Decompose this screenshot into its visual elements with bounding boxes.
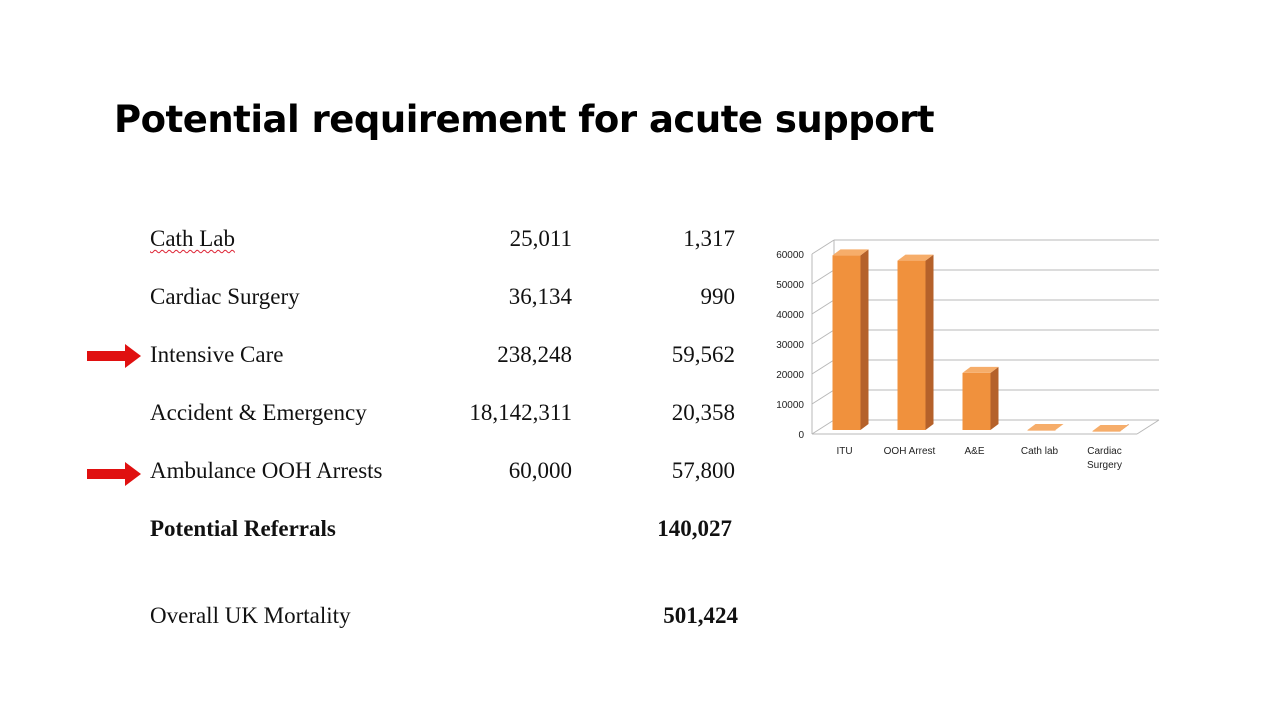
bar-side <box>926 255 934 430</box>
table-row <box>0 226 760 256</box>
x-tick-label: A&E <box>964 446 985 457</box>
red-arrow-icon <box>87 344 141 368</box>
row-value-2: 59,562 <box>671 342 735 367</box>
gridline-side <box>812 300 834 314</box>
gridline-side <box>812 240 834 254</box>
bar-top <box>1028 424 1064 430</box>
x-tick-label: ITU <box>836 446 853 457</box>
x-tick-label: Cardiac <box>1087 446 1122 457</box>
total-label: Potential Referrals <box>150 516 336 541</box>
row-label: Intensive Care <box>150 342 284 367</box>
gridline-side <box>812 420 834 434</box>
row-value-1: 60,000 <box>508 458 572 483</box>
floor-right-edge <box>1137 420 1159 434</box>
bar-chart <box>760 228 1190 488</box>
bar-top <box>1093 425 1129 431</box>
y-tick-label: 30000 <box>776 340 804 351</box>
mortality-row <box>0 603 760 633</box>
y-tick-label: 0 <box>798 430 804 441</box>
row-value-2: 1,317 <box>683 226 735 251</box>
bar <box>1093 431 1121 432</box>
table-row <box>0 284 760 314</box>
row-value-2: 20,358 <box>671 400 735 425</box>
x-tick-label: OOH Arrest <box>883 446 936 457</box>
mortality-value: 501,424 <box>663 603 738 628</box>
red-arrow-shape <box>87 462 141 486</box>
table-row <box>0 400 760 430</box>
red-arrow-icon <box>87 462 141 486</box>
bar <box>833 255 861 430</box>
bar <box>1028 430 1056 431</box>
row-value-2: 990 <box>700 284 735 309</box>
slide-title: Potential requirement for acute support <box>114 98 935 141</box>
row-value-1: 238,248 <box>497 342 572 367</box>
row-value-1: 18,142,311 <box>469 400 572 425</box>
red-arrow-shape <box>87 344 141 368</box>
row-label: Cath Lab <box>150 226 235 251</box>
x-tick-label: Surgery <box>1086 460 1123 471</box>
y-tick-label: 50000 <box>776 280 804 291</box>
bar <box>963 373 991 430</box>
row-value-1: 36,134 <box>508 284 572 309</box>
bar <box>898 261 926 430</box>
row-label: Accident & Emergency <box>150 400 367 425</box>
row-value-1: 25,011 <box>509 226 572 251</box>
row-value-2: 57,800 <box>671 458 735 483</box>
gridline-side <box>812 330 834 344</box>
gridline-side <box>812 270 834 284</box>
y-tick-label: 10000 <box>776 400 804 411</box>
row-label: Cardiac Surgery <box>150 284 300 309</box>
row-label: Ambulance OOH Arrests <box>150 458 383 483</box>
x-tick-label: Cath lab <box>1020 446 1059 457</box>
y-tick-label: 40000 <box>776 310 804 321</box>
y-tick-label: 60000 <box>776 250 804 261</box>
gridline-side <box>812 390 834 404</box>
mortality-label: Overall UK Mortality <box>150 603 351 628</box>
total-row <box>0 516 760 546</box>
bar-side <box>861 249 869 430</box>
total-value: 140,027 <box>657 516 732 541</box>
y-tick-label: 20000 <box>776 370 804 381</box>
bar-side <box>991 367 999 430</box>
gridline-side <box>812 360 834 374</box>
